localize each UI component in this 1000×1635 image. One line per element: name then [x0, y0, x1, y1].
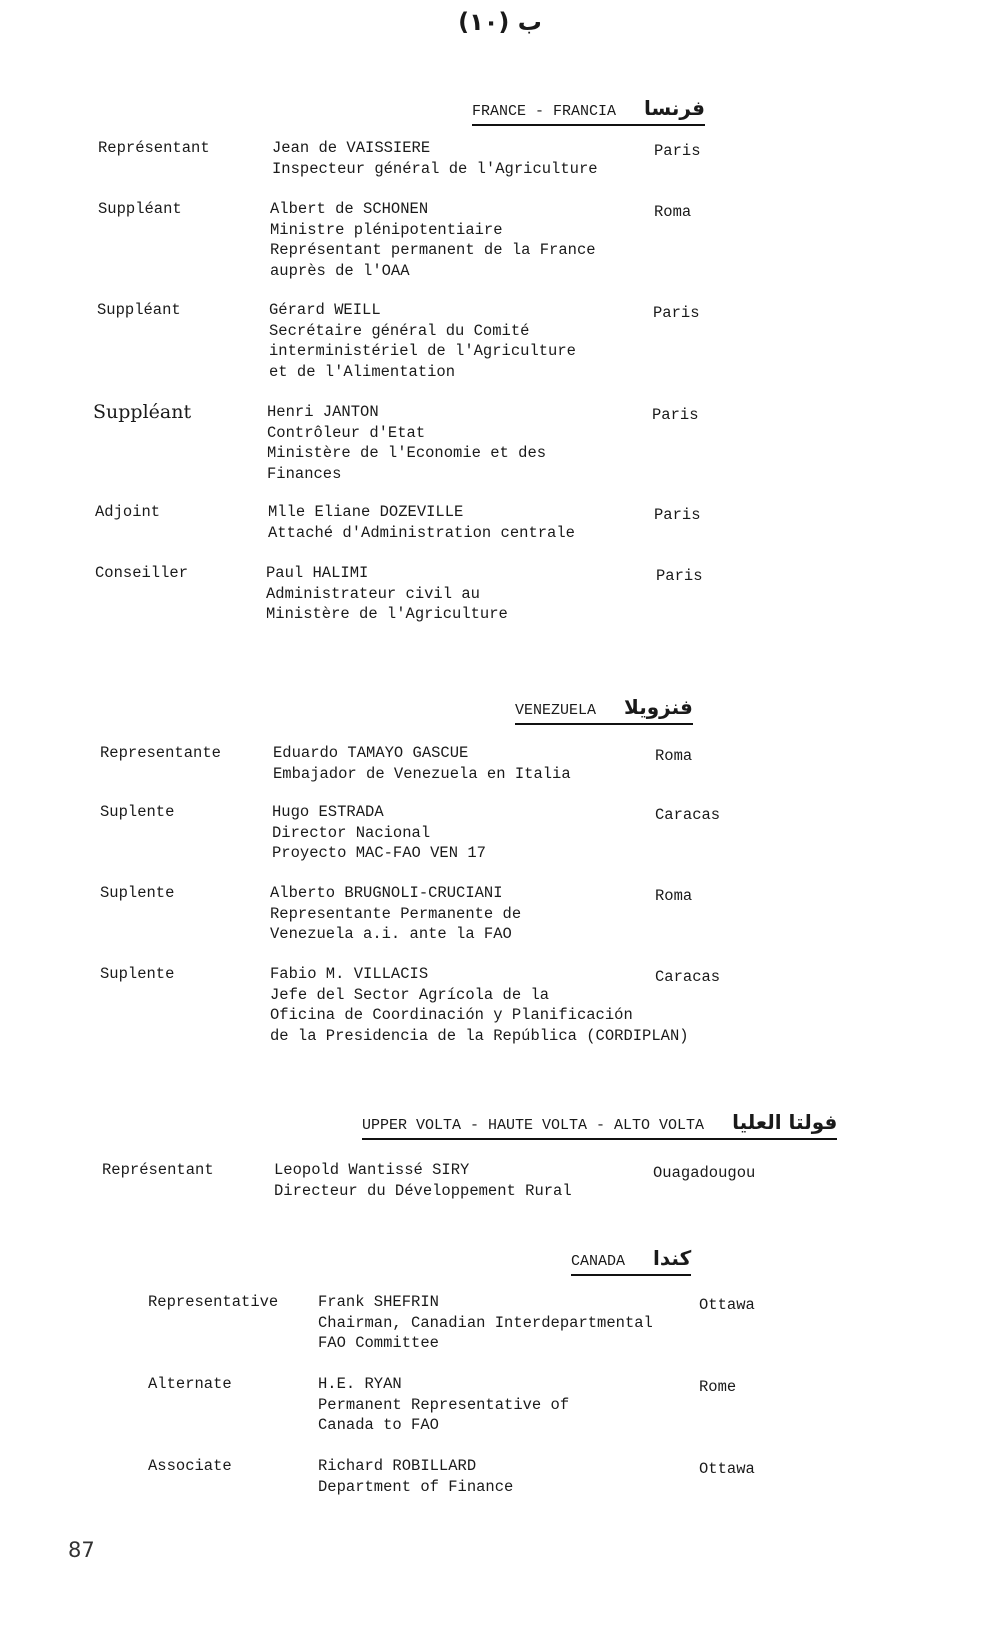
city-label: Ottawa	[699, 1460, 755, 1478]
member-line: Mlle Eliane DOZEVILLE	[268, 503, 464, 521]
member-line: Jefe del Sector Agrícola de la	[270, 985, 550, 1004]
member-line: Ministère de l'Economie et des	[267, 444, 547, 462]
page-number: 87	[68, 1538, 95, 1562]
member-line: Department of Finance	[318, 1477, 514, 1496]
member-line: Embajador de Venezuela en Italia	[273, 764, 571, 783]
role-label: Suppléant	[93, 401, 192, 423]
member-line: Ministre plénipotentiaire	[270, 220, 503, 239]
member-line: Administrateur civil au	[266, 584, 480, 603]
member-line: Gérard WEILL	[269, 301, 381, 319]
section-heading-canada	[571, 1246, 691, 1276]
role-label: Representante	[100, 744, 221, 762]
member-line: Représentant permanent de la France	[270, 241, 596, 259]
city-label: Ouagadougou	[653, 1164, 756, 1182]
city-label: Paris	[654, 142, 701, 160]
member-line: Ministère de l'Agriculture	[266, 605, 508, 623]
member-line: Leopold Wantissé SIRY	[274, 1161, 470, 1179]
city-label: Caracas	[655, 968, 721, 986]
member-line: Finances	[267, 464, 342, 483]
member-line: Permanent Representative of	[318, 1395, 570, 1414]
member-line: Richard ROBILLARD	[318, 1457, 477, 1475]
member-line: Alberto BRUGNOLI-CRUCIANI	[270, 884, 503, 902]
city-label: Roma	[655, 747, 693, 765]
member-line: H.E. RYAN	[318, 1375, 402, 1393]
section-title-arabic: فرنسا	[644, 96, 705, 120]
city-label: Rome	[699, 1378, 737, 1396]
section-title: CANADA	[571, 1253, 626, 1270]
member-line: auprès de l'OAA	[270, 261, 410, 280]
role-label: Alternate	[148, 1375, 232, 1393]
member-line: Albert de SCHONEN	[270, 200, 429, 218]
section-title: UPPER VOLTA - HAUTE VOLTA - ALTO VOLTA	[362, 1117, 705, 1134]
member-line: Henri JANTON	[267, 403, 379, 421]
member-line: FAO Committee	[318, 1334, 439, 1352]
member-line: Attaché d'Administration centrale	[268, 523, 575, 542]
member-line: Chairman, Canadian Interdepartmental	[318, 1313, 653, 1332]
member-line: Director Nacional	[272, 823, 431, 842]
role-label: Representative	[148, 1293, 279, 1311]
section-title-arabic: فنزويلا	[624, 695, 693, 719]
member-line: Hugo ESTRADA	[272, 803, 384, 821]
city-label: Caracas	[655, 806, 721, 824]
role-label: Adjoint	[95, 503, 161, 521]
role-label: Suppléant	[98, 200, 182, 218]
section-title-arabic: كندا	[653, 1246, 692, 1270]
member-line: Venezuela a.i. ante la FAO	[270, 925, 512, 943]
section-title: FRANCE - FRANCIA	[472, 103, 617, 120]
member-line: Fabio M. VILLACIS	[270, 965, 429, 983]
member-line: interministériel de l'Agriculture	[269, 342, 576, 360]
member-line: Jean de VAISSIERE	[272, 139, 431, 157]
role-label: Suppléant	[97, 301, 181, 319]
section-heading-upper-volta	[362, 1110, 837, 1140]
section-title: VENEZUELA	[515, 702, 597, 719]
member-line: Paul HALIMI	[266, 564, 369, 582]
member-line: et de l'Alimentation	[269, 362, 456, 381]
role-label: Suplente	[100, 884, 175, 902]
role-label: Représentant	[98, 139, 210, 157]
section-heading-france	[472, 96, 705, 126]
city-label: Paris	[652, 406, 699, 424]
section-heading-venezuela	[515, 695, 693, 725]
member-line: de la Presidencia de la República (CORDIPLAN)	[270, 1026, 689, 1045]
city-label: Paris	[656, 567, 703, 585]
member-line: Representante Permanente de	[270, 904, 522, 923]
member-line: Proyecto MAC-FAO VEN 17	[272, 844, 486, 862]
member-line: Directeur du Développement Rural	[274, 1181, 572, 1200]
section-title-arabic: فولتا العليا	[732, 1110, 838, 1134]
member-line: Frank SHEFRIN	[318, 1293, 439, 1311]
member-line: Secrétaire général du Comité	[269, 321, 530, 340]
city-label: Paris	[654, 506, 701, 524]
member-line: Contrôleur d'Etat	[267, 423, 426, 442]
member-line: Inspecteur général de l'Agriculture	[272, 159, 598, 178]
role-label: Suplente	[100, 965, 175, 983]
city-label: Roma	[655, 887, 693, 905]
member-line: Canada to FAO	[318, 1416, 439, 1434]
city-label: Ottawa	[699, 1296, 755, 1314]
member-line: Eduardo TAMAYO GASCUE	[273, 744, 469, 762]
member-line: Oficina de Coordinación y Planificación	[270, 1006, 633, 1024]
city-label: Roma	[654, 203, 692, 221]
role-label: Représentant	[102, 1161, 214, 1179]
role-label: Associate	[148, 1457, 232, 1475]
role-label: Suplente	[100, 803, 175, 821]
city-label: Paris	[653, 304, 700, 322]
role-label: Conseiller	[95, 564, 189, 582]
page-label: ب (١٠)	[458, 8, 542, 36]
